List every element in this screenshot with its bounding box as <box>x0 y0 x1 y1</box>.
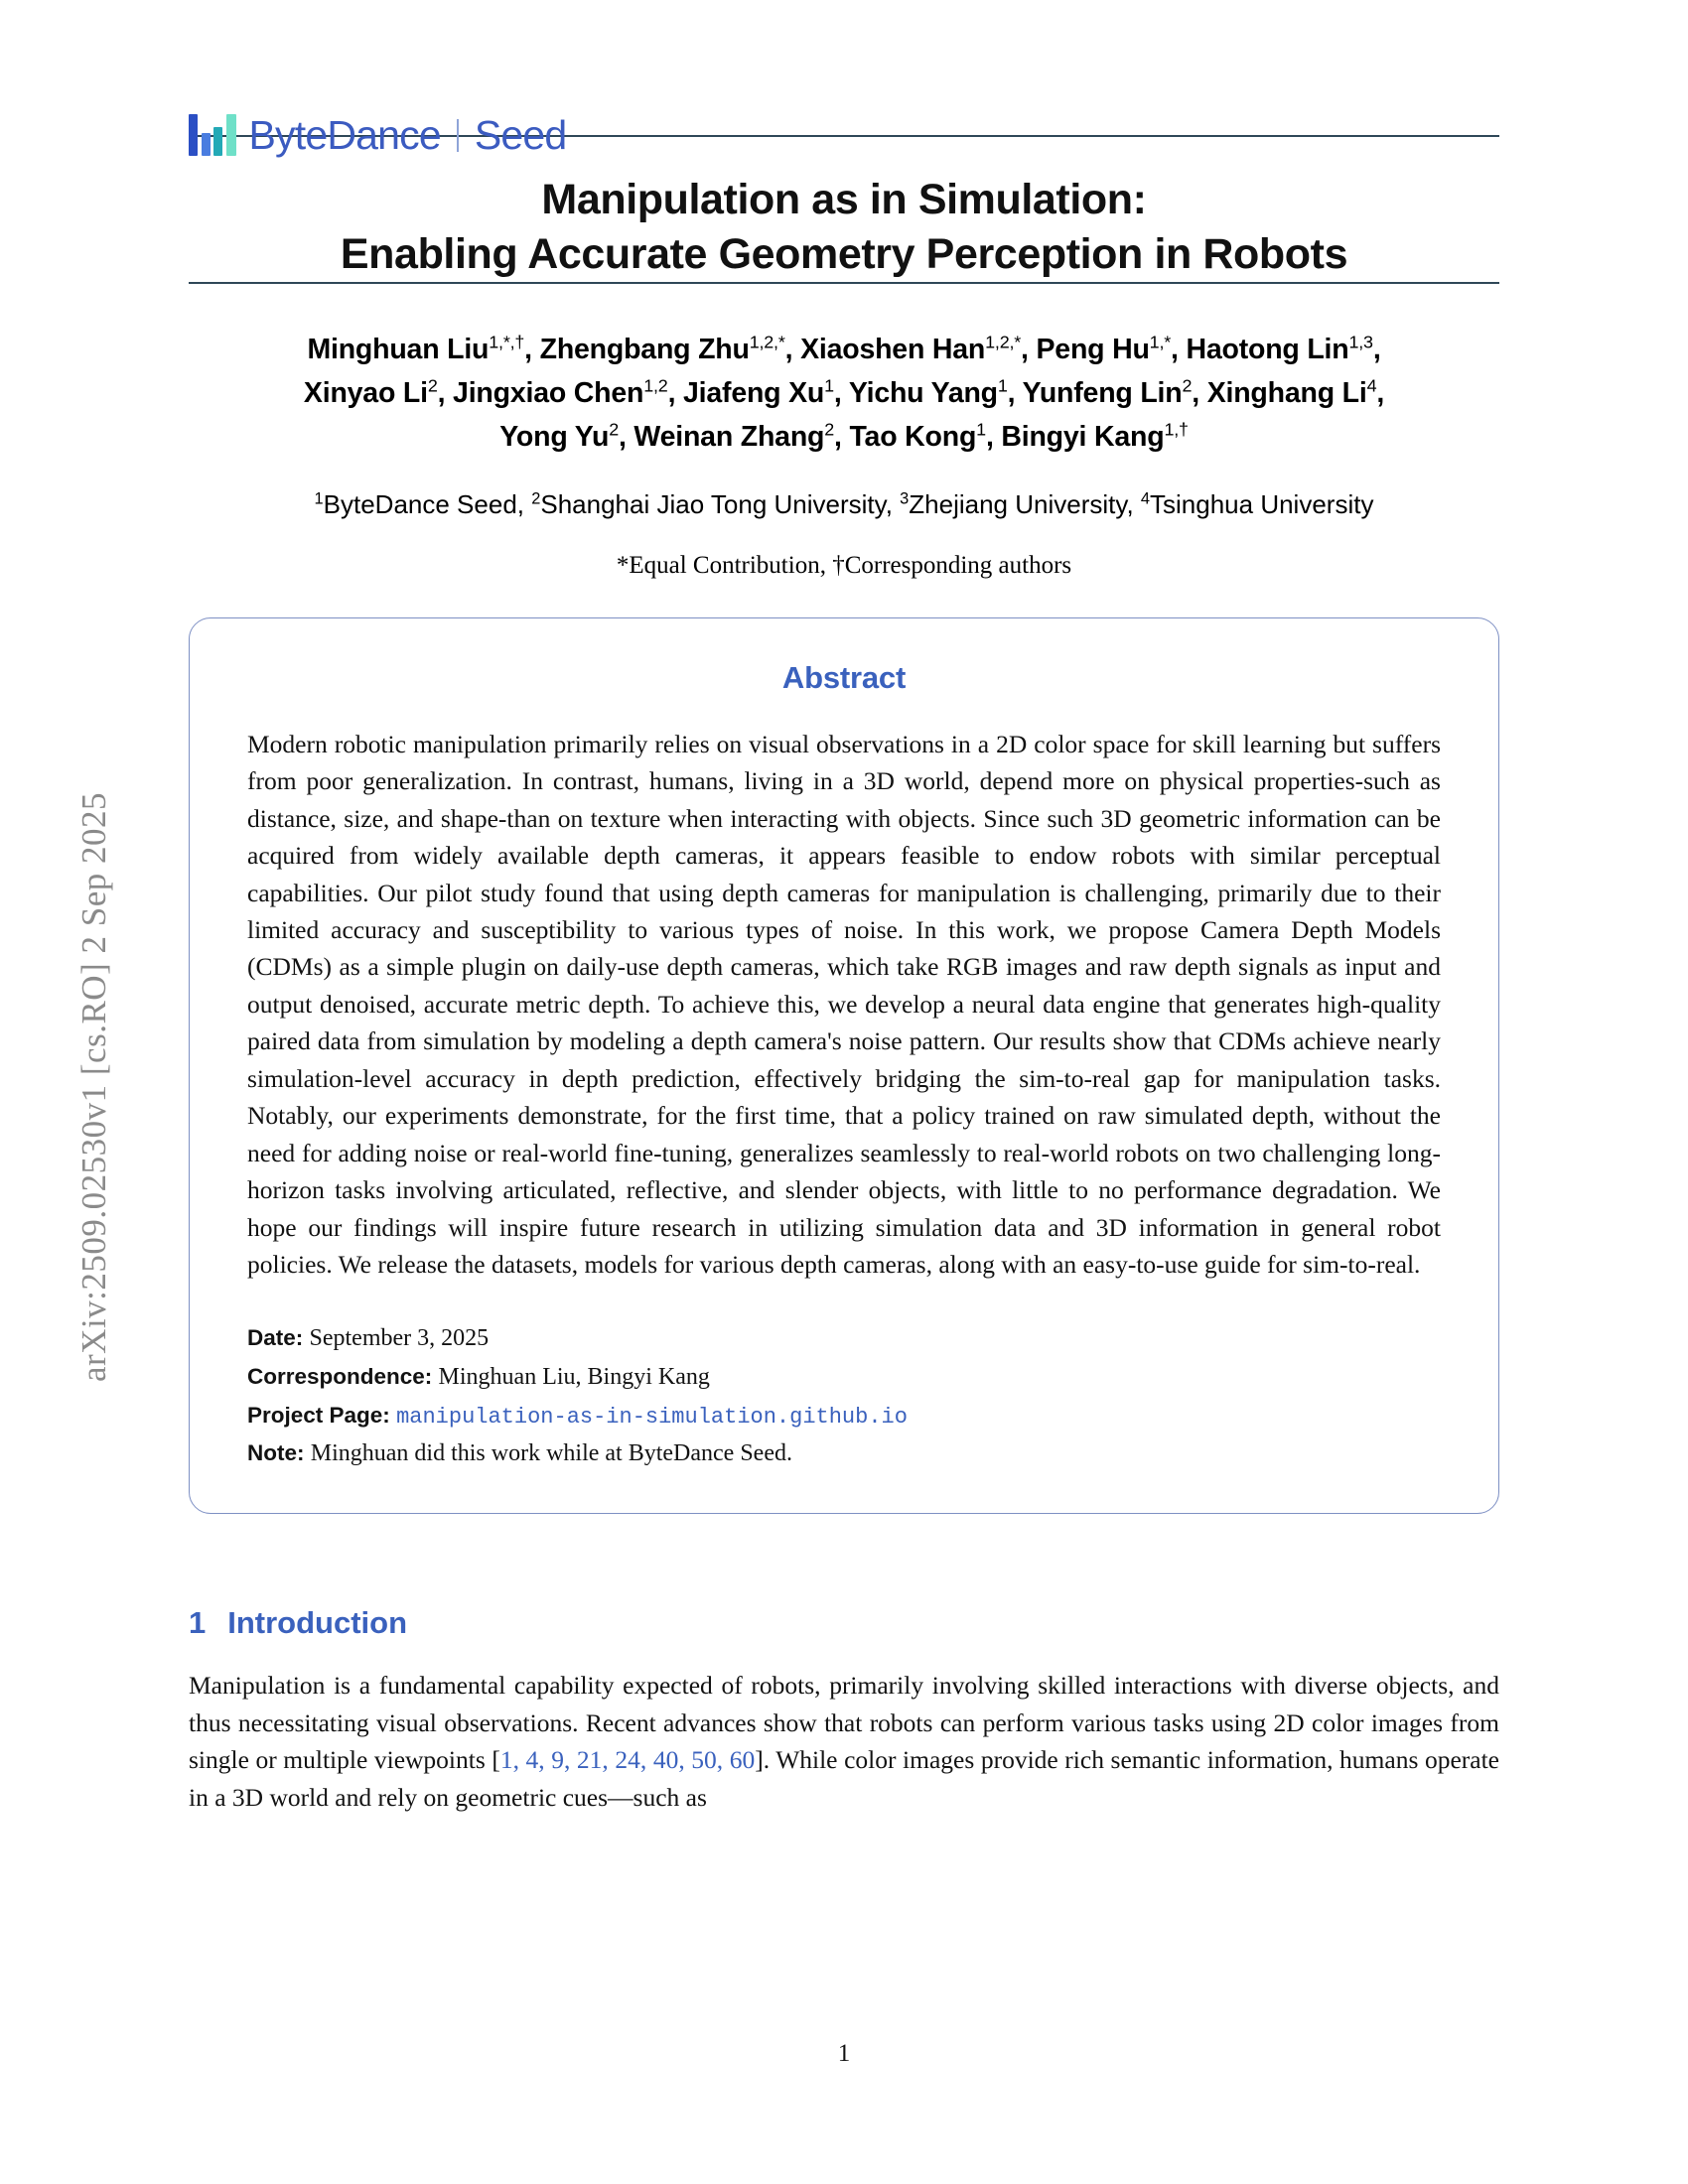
author-affiliation-marker: 1,*,† <box>489 332 525 352</box>
author-affiliation-marker: 1 <box>824 375 834 396</box>
metadata-date-row <box>247 1319 1441 1358</box>
bytedance-bars-icon <box>189 114 236 156</box>
author-affiliation-marker: 2 <box>1182 375 1193 396</box>
author-name: Yichu Yang <box>848 377 998 410</box>
logo-brand-text: ByteDance <box>248 111 441 158</box>
author-affiliation-marker: 2 <box>824 419 835 440</box>
affiliation-name: Shanghai Jiao Tong University <box>540 488 886 519</box>
author-affiliation-marker: 1,2,* <box>985 332 1022 352</box>
author-name: Yunfeng Lin <box>1022 377 1183 410</box>
date-value: September 3, 2025 <box>309 1324 490 1351</box>
bytedance-seed-logo <box>189 0 1499 158</box>
page-number: 1 <box>837 2040 851 2067</box>
affiliation-marker: 1 <box>314 488 324 507</box>
metadata-project-row <box>247 1397 1441 1435</box>
affiliation-marker: 3 <box>900 488 910 507</box>
author-affiliation-marker: 1 <box>976 419 986 440</box>
affiliation-marker: 4 <box>1140 488 1151 507</box>
logo-product-text: Seed <box>474 111 567 158</box>
author-line-3: Yong Yu$^2$, Weinan Zhang$^2$, Tao Kong$^1$, Bingyi Kang$^{1,\dagger}$ <box>499 419 1189 454</box>
author-list <box>189 328 1499 460</box>
contribution-note: *Equal Contribution, †Corresponding authors <box>616 551 1072 579</box>
affiliation-list: $^1$ByteDance Seed, $^2$Shanghai Jiao Tong University, $^3$Zhejiang University, $^4$Tsinghua University <box>314 488 1374 519</box>
author-name: Bingyi Kang <box>1001 421 1165 454</box>
author-affiliation-marker: 1 <box>997 375 1008 396</box>
author-affiliation-marker: 1,3 <box>1348 332 1373 352</box>
author-affiliation-marker: 1,2 <box>643 375 668 396</box>
author-name: Xiaoshen Han <box>800 334 986 366</box>
author-affiliation-marker: 2 <box>609 419 619 440</box>
section-number: 1 <box>189 1605 207 1641</box>
correspondence-value: Minghuan Liu, Bingyi Kang <box>438 1363 710 1390</box>
paper-page <box>189 0 1499 2184</box>
author-affiliation-marker: 1,* <box>1149 332 1172 352</box>
affiliation-marker: 2 <box>531 488 541 507</box>
author-affiliation-marker: 1,2,* <box>749 332 785 352</box>
author-name: Weinan Zhang <box>633 421 825 454</box>
metadata-correspondence-row <box>247 1358 1441 1397</box>
author-name: Xinghang Li <box>1206 377 1367 410</box>
affiliation-name: ByteDance Seed <box>323 488 517 519</box>
introduction-paragraph <box>189 1667 1499 1816</box>
author-line-1: Minghuan Liu$^{1,*,\dagger}$, Zhengbang Zhu$^{1,2,*}$, Xiaoshen Han$^{1,2,*}$, Peng $Hu^{1,*}$, Haotong Lin$^{1,3}$, <box>307 332 1381 366</box>
abstract-text: Modern robotic manipulation primarily relies on visual observations in a 2D color space for skill learning but suffers from poor generalization. In contrast, humans, living in a 3D world, depend more on physical properties-such as distance, size, and shape-than on texture when interacting with objects. Since such 3D geometric information can be acquired from widely available depth cameras, it appears feasible to endow robots with similar perceptual capabilities. Our pilot study found that using depth cameras for manipulation is challenging, primarily due to their limited accuracy and susceptibility to various types of noise. In this work, we propose Camera Depth Models (CDMs) as a simple plugin on daily-use depth cameras, which take RGB images and raw depth signals as input and output denoised, accurate metric depth. To achieve this, we develop a neural data engine that generates high-quality paired data from simulation by modeling a depth camera's noise pattern. Our results show that CDMs achieve nearly simulation-level accuracy in depth prediction, effectively bridging the sim-to-real gap for manipulation tasks. Notably, our experiments demonstrate, for the first time, that a policy trained on raw simulated depth, without the need for adding noise or real-world fine-tuning, generalizes seamlessly to real-world robots on two challenging long-horizon tasks involving articulated, reflective, and slender objects, with little to no performance degradation. We hope our findings will inspire future research in utilizing simulation data and 3D information in general robot policies. We release the datasets, models for various depth cameras, along with an easy-to-use guide for sim-to-real. <box>247 729 1441 1280</box>
correspondence-label: Correspondence: <box>247 1363 439 1389</box>
section-title: Introduction <box>227 1605 408 1641</box>
citation-group[interactable]: 1, 4, 9, 21, 24, 40, 50, 60 <box>499 1745 756 1775</box>
author-line-2: Xinyao Li$^2$, Jingxiao Chen$^{1,2}$, Jiafeng Xu$^1$, Yichu Yang$^1$, Yunfeng Lin$^2$, Xinghang Li$^4$, <box>303 375 1385 410</box>
author-name: Yong Yu <box>499 421 610 454</box>
author-name: Tao Kong <box>849 421 977 454</box>
author-affiliation-marker: 1,† <box>1164 419 1189 440</box>
author-name: Minghuan Liu <box>307 334 490 366</box>
affiliation-name: Tsinghua University <box>1150 488 1374 519</box>
author-name: Haotong Lin <box>1186 334 1349 366</box>
abstract-heading: Abstract <box>781 659 907 695</box>
author-name: Peng Hu <box>1036 334 1150 366</box>
header-rule-bottom <box>189 282 1499 284</box>
author-affiliation-marker: 4 <box>1366 375 1377 396</box>
date-label: Date: <box>247 1324 310 1350</box>
title-line-1: Manipulation as in Simulation: <box>541 176 1147 223</box>
metadata-note-row <box>247 1434 1441 1473</box>
arxiv-identifier-stamp: arXiv:2509.02530v1 [cs.RO] 2 Sep 2025 <box>74 792 113 1383</box>
project-page-link[interactable]: manipulation-as-in-simulation.github.io <box>396 1404 908 1430</box>
note-value: Minghuan did this work while at ByteDance Seed. <box>310 1440 792 1467</box>
paper-metadata <box>247 1319 1441 1474</box>
introduction-text-b: ]. While color images provide rich semantic information, humans operate in a 3D world and rely on geometric cues—such as <box>189 1745 1499 1812</box>
affiliation-name: Zhejiang University <box>909 488 1127 519</box>
title-line-2: Enabling Accurate Geometry Perception in Robots <box>340 230 1348 279</box>
project-page-label: Project Page: <box>247 1402 397 1428</box>
section-heading-introduction <box>189 1605 1499 1641</box>
page-title <box>189 173 1499 282</box>
introduction-text-a: Manipulation is a fundamental capability expected of robots, primarily involving skilled interactions with diverse objects, and thus necessitating visual observations. Recent advances show that robots can perform various tasks using 2D color images from single or multiple viewpoints [ <box>189 1671 1499 1775</box>
author-name: Jingxiao Chen <box>453 377 644 410</box>
author-name: Zhengbang Zhu <box>539 334 750 366</box>
author-name: Jiafeng Xu <box>683 377 825 410</box>
note-label: Note: <box>247 1440 311 1466</box>
abstract-panel <box>189 617 1499 1515</box>
logo-divider <box>457 119 459 152</box>
author-affiliation-marker: 2 <box>427 375 438 396</box>
author-name: Xinyao Li <box>303 377 428 410</box>
